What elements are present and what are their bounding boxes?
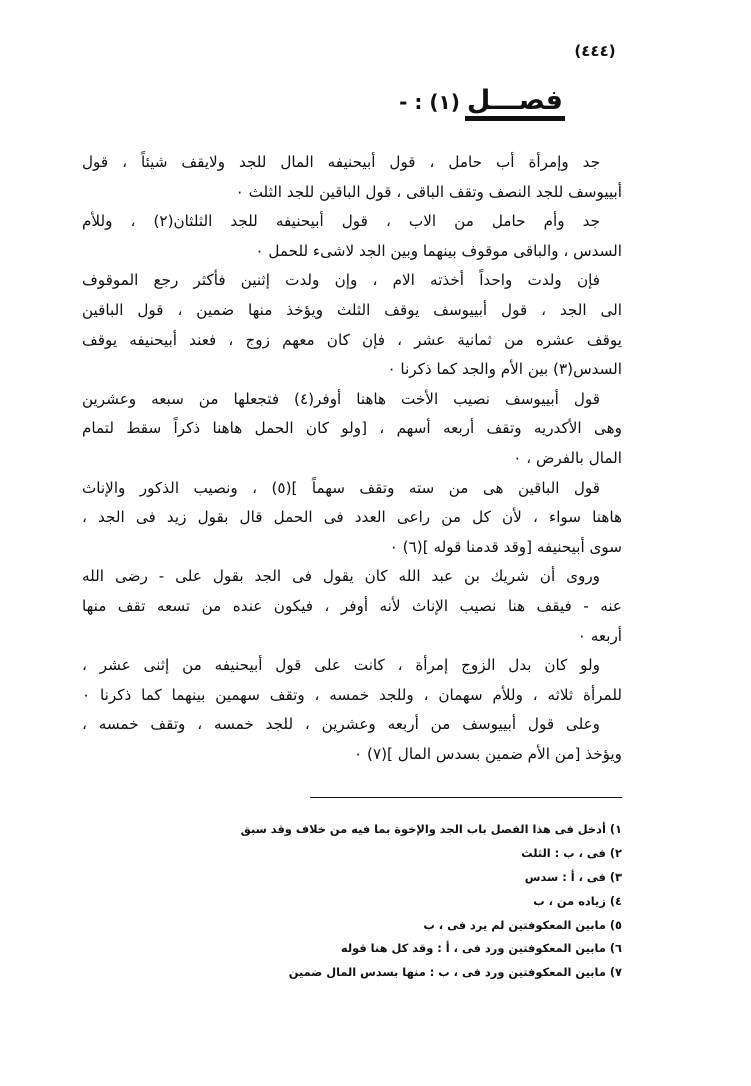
text-line: أربعه ٠ [577,626,622,645]
text-line: وعلى قول أبييوسف من أربعه وعشرين ، للجد خمسه ، وتقف خمسه ، [82,715,600,734]
text-line: قول أبييوسف نصيب الأخت هاهنا أوفر(٤) فتجعلها من سبعه وعشرين [82,389,600,408]
footnote: ٣) فى ، أ : سدس [524,869,622,884]
text-line: وهى الأكدريه وتقف أربعه أسهم ، [ولو كان الحمل هاهنا ذكراً سقط لتمام [82,419,622,438]
text-line: أبييوسف للجد النصف وتقف الباقى ، قول الباقين للجد الثلث ٠ [235,182,622,201]
text-line: عنه - فيقف هنا نصيب الإناث لأنه أوفر ، فيكون عنده من تسعه تقف منها [82,596,622,615]
footnote: ٤) زياده من ، ب [533,893,622,908]
text-line: سوى أبيحنيفه [وقد قدمنا قوله ](٦) ٠ [389,537,622,556]
footnote: ٦) مابين المعكوفتين ورد فى ، أ : وقد كل هنا قوله [340,941,622,956]
text-line: المال بالفرض ، ٠ [513,448,622,467]
footnote: ٧) مابين المعكوفتين ورد فى ، ب : منها بسدس المال ضمين [288,965,622,980]
text-line: يوقف عشره من ثمانية عشر ، فإن كان معهم زوج ، فعند أبيحنيفه يوقف [82,330,622,349]
text-line: السدس ، والباقى موقوف بينهما وبين الجد لاشىء للحمل ٠ [255,241,622,260]
footnote: ٢) فى ، ب : الثلث [521,845,622,860]
text-line: الى الجد ، قول أبييوسف يوقف الثلث ويؤخذ منها ضمين ، قول الباقين [82,300,622,319]
text-line: قول الباقين هى من سته وتقف سهماً ](٥) ، ونصيب الذكور والإناث [82,478,600,497]
footnote-divider [310,797,622,798]
footnotes [150,818,622,985]
body-text [82,148,622,763]
section-heading-word: فصـــل [465,86,565,121]
section-heading-footnote-ref: (١) : - [399,90,460,114]
text-line: ولو كان بدل الزوج إمرأة ، كانت على قول أبيحنيفه من إثنى عشر ، [82,656,600,675]
text-line: السدس(٣) بين الأم والجد كما ذكرنا ٠ [387,360,622,379]
section-heading [400,86,565,126]
footnote: ٥) مابين المعكوفتين لم يرد فى ، ب [423,917,622,932]
text-line: ويؤخذ [من الأم ضمين بسدس المال ](٧) ٠ [354,744,622,763]
text-line: جد وأم حامل من الاب ، قول أبيحنيفه للجد الثلثان(٢) ، وللأم [82,212,600,231]
page-number: (٤٤٤) [574,42,616,60]
footnote: ١) أدخل فى هذا الفصل باب الجد والإخوة بما فيه من خلاف وقد سبق [240,822,622,836]
text-line: جد وإمرأة أب حامل ، قول أبيحنيفه المال للجد ولايقف شيئاً ، قول [82,153,600,171]
text-line: فإن ولدت واحداً أخذته الام ، وإن ولدت إثنين فأكثر رجع الموقوف [82,271,600,290]
text-line: وروى أن شريك بن عبد الله كان يقول فى الجد بقول على - رضى الله [82,567,600,586]
text-line: للمرأة ثلاثه ، وللأم سهمان ، وللجد خمسه ، وتقف سهمين بينهما كما ذكرنا ٠ [82,685,622,704]
text-line: هاهنا سواء ، لأن كل من راعى العدد فى الحمل قال بقول زيد فى الجد ، [82,508,622,527]
